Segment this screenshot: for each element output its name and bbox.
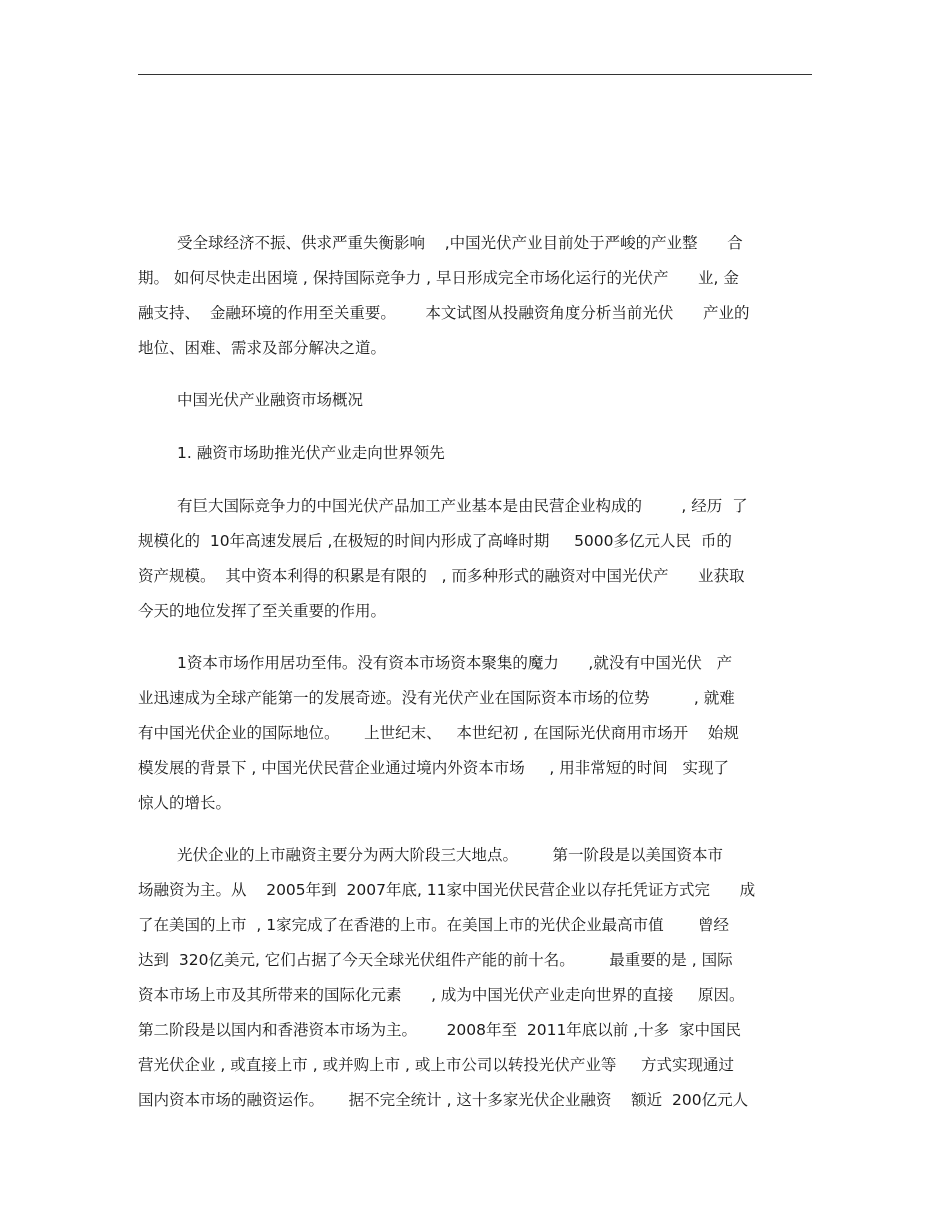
text-line: 地位、困难、需求及部分解决之道。 <box>138 339 387 357</box>
text-line: 第二阶段是以国内和香港资本市场为主。 2008年至 2011年底以前 ,十多 家中国民 <box>138 1021 742 1039</box>
paragraph-intro <box>138 226 812 366</box>
section-heading-text: 中国光伏产业融资市场概况 <box>177 391 364 409</box>
text-line: 业迅速成为全球产能第一的发展奇迹。没有光伏产业在国际资本市场的位势 , 就难 <box>138 689 735 707</box>
paragraph-competitiveness <box>138 489 812 629</box>
section-heading <box>138 383 812 418</box>
text-line: 受全球经济不振、供求严重失衡影响 ,中国光伏产业目前处于严峻的产业整 合 <box>177 234 743 252</box>
text-line: 1资本市场作用居功至伟。没有资本市场资本聚集的魔力 ,就没有中国光伏 产 <box>177 654 733 672</box>
subsection-heading-text: 1. 融资市场助推光伏产业走向世界领先 <box>177 444 445 462</box>
text-line: 光伏企业的上市融资主要分为两大阶段三大地点。 第一阶段是以美国资本市 <box>177 846 723 864</box>
text-line: 融支持、 金融环境的作用至关重要。 本文试图从投融资角度分析当前光伏 产业的 <box>138 304 750 322</box>
paragraph-listing-stages <box>138 838 812 1118</box>
document-body <box>138 226 812 1135</box>
text-line: 营光伏企业 , 或直接上市 , 或并购上市 , 或上市公司以转投光伏产业等 方式实现通过 <box>138 1056 734 1074</box>
text-line: 有巨大国际竞争力的中国光伏产品加工产业基本是由民营企业构成的 , 经历 了 <box>177 497 748 515</box>
text-line: 资本市场上市及其所带来的国际化元素 , 成为中国光伏产业走向世界的直接 原因。 <box>138 986 745 1004</box>
text-line: 有中国光伏企业的国际地位。 上世纪末、 本世纪初 , 在国际光伏商用市场开 始规 <box>138 724 739 742</box>
text-line: 了在美国的上市 , 1家完成了在香港的上市。在美国上市的光伏企业最高市值 曾经 <box>138 916 730 934</box>
header-rule <box>138 74 812 75</box>
text-line: 资产规模。 其中资本利得的积累是有限的 , 而多种形式的融资对中国光伏产 业获取 <box>138 567 745 585</box>
text-line: 惊人的增长。 <box>138 794 232 812</box>
text-line: 场融资为主。从 2005年到 2007年底, 11家中国光伏民营企业以存托凭证方式完 成 <box>138 881 756 899</box>
text-line: 模发展的背景下 , 中国光伏民营企业通过境内外资本市场 , 用非常短的时间 实现了 <box>138 759 730 777</box>
text-line: 今天的地位发挥了至关重要的作用。 <box>138 602 387 620</box>
paragraph-capital-market <box>138 646 812 821</box>
text-line: 达到 320亿美元, 它们占据了今天全球光伏组件产能的前十名。 最重要的是 , 国际 <box>138 951 733 969</box>
subsection-heading <box>138 436 812 471</box>
text-line: 规模化的 10年高速发展后 ,在极短的时间内形成了高峰时期 5000多亿元人民 币的 <box>138 532 732 550</box>
text-line: 国内资本市场的融资运作。 据不完全统计 , 这十多家光伏企业融资 额近 200亿元人 <box>138 1091 749 1109</box>
text-line: 期。 如何尽快走出困境 , 保持国际竞争力 , 早日形成完全市场化运行的光伏产 业, 金 <box>138 269 739 287</box>
